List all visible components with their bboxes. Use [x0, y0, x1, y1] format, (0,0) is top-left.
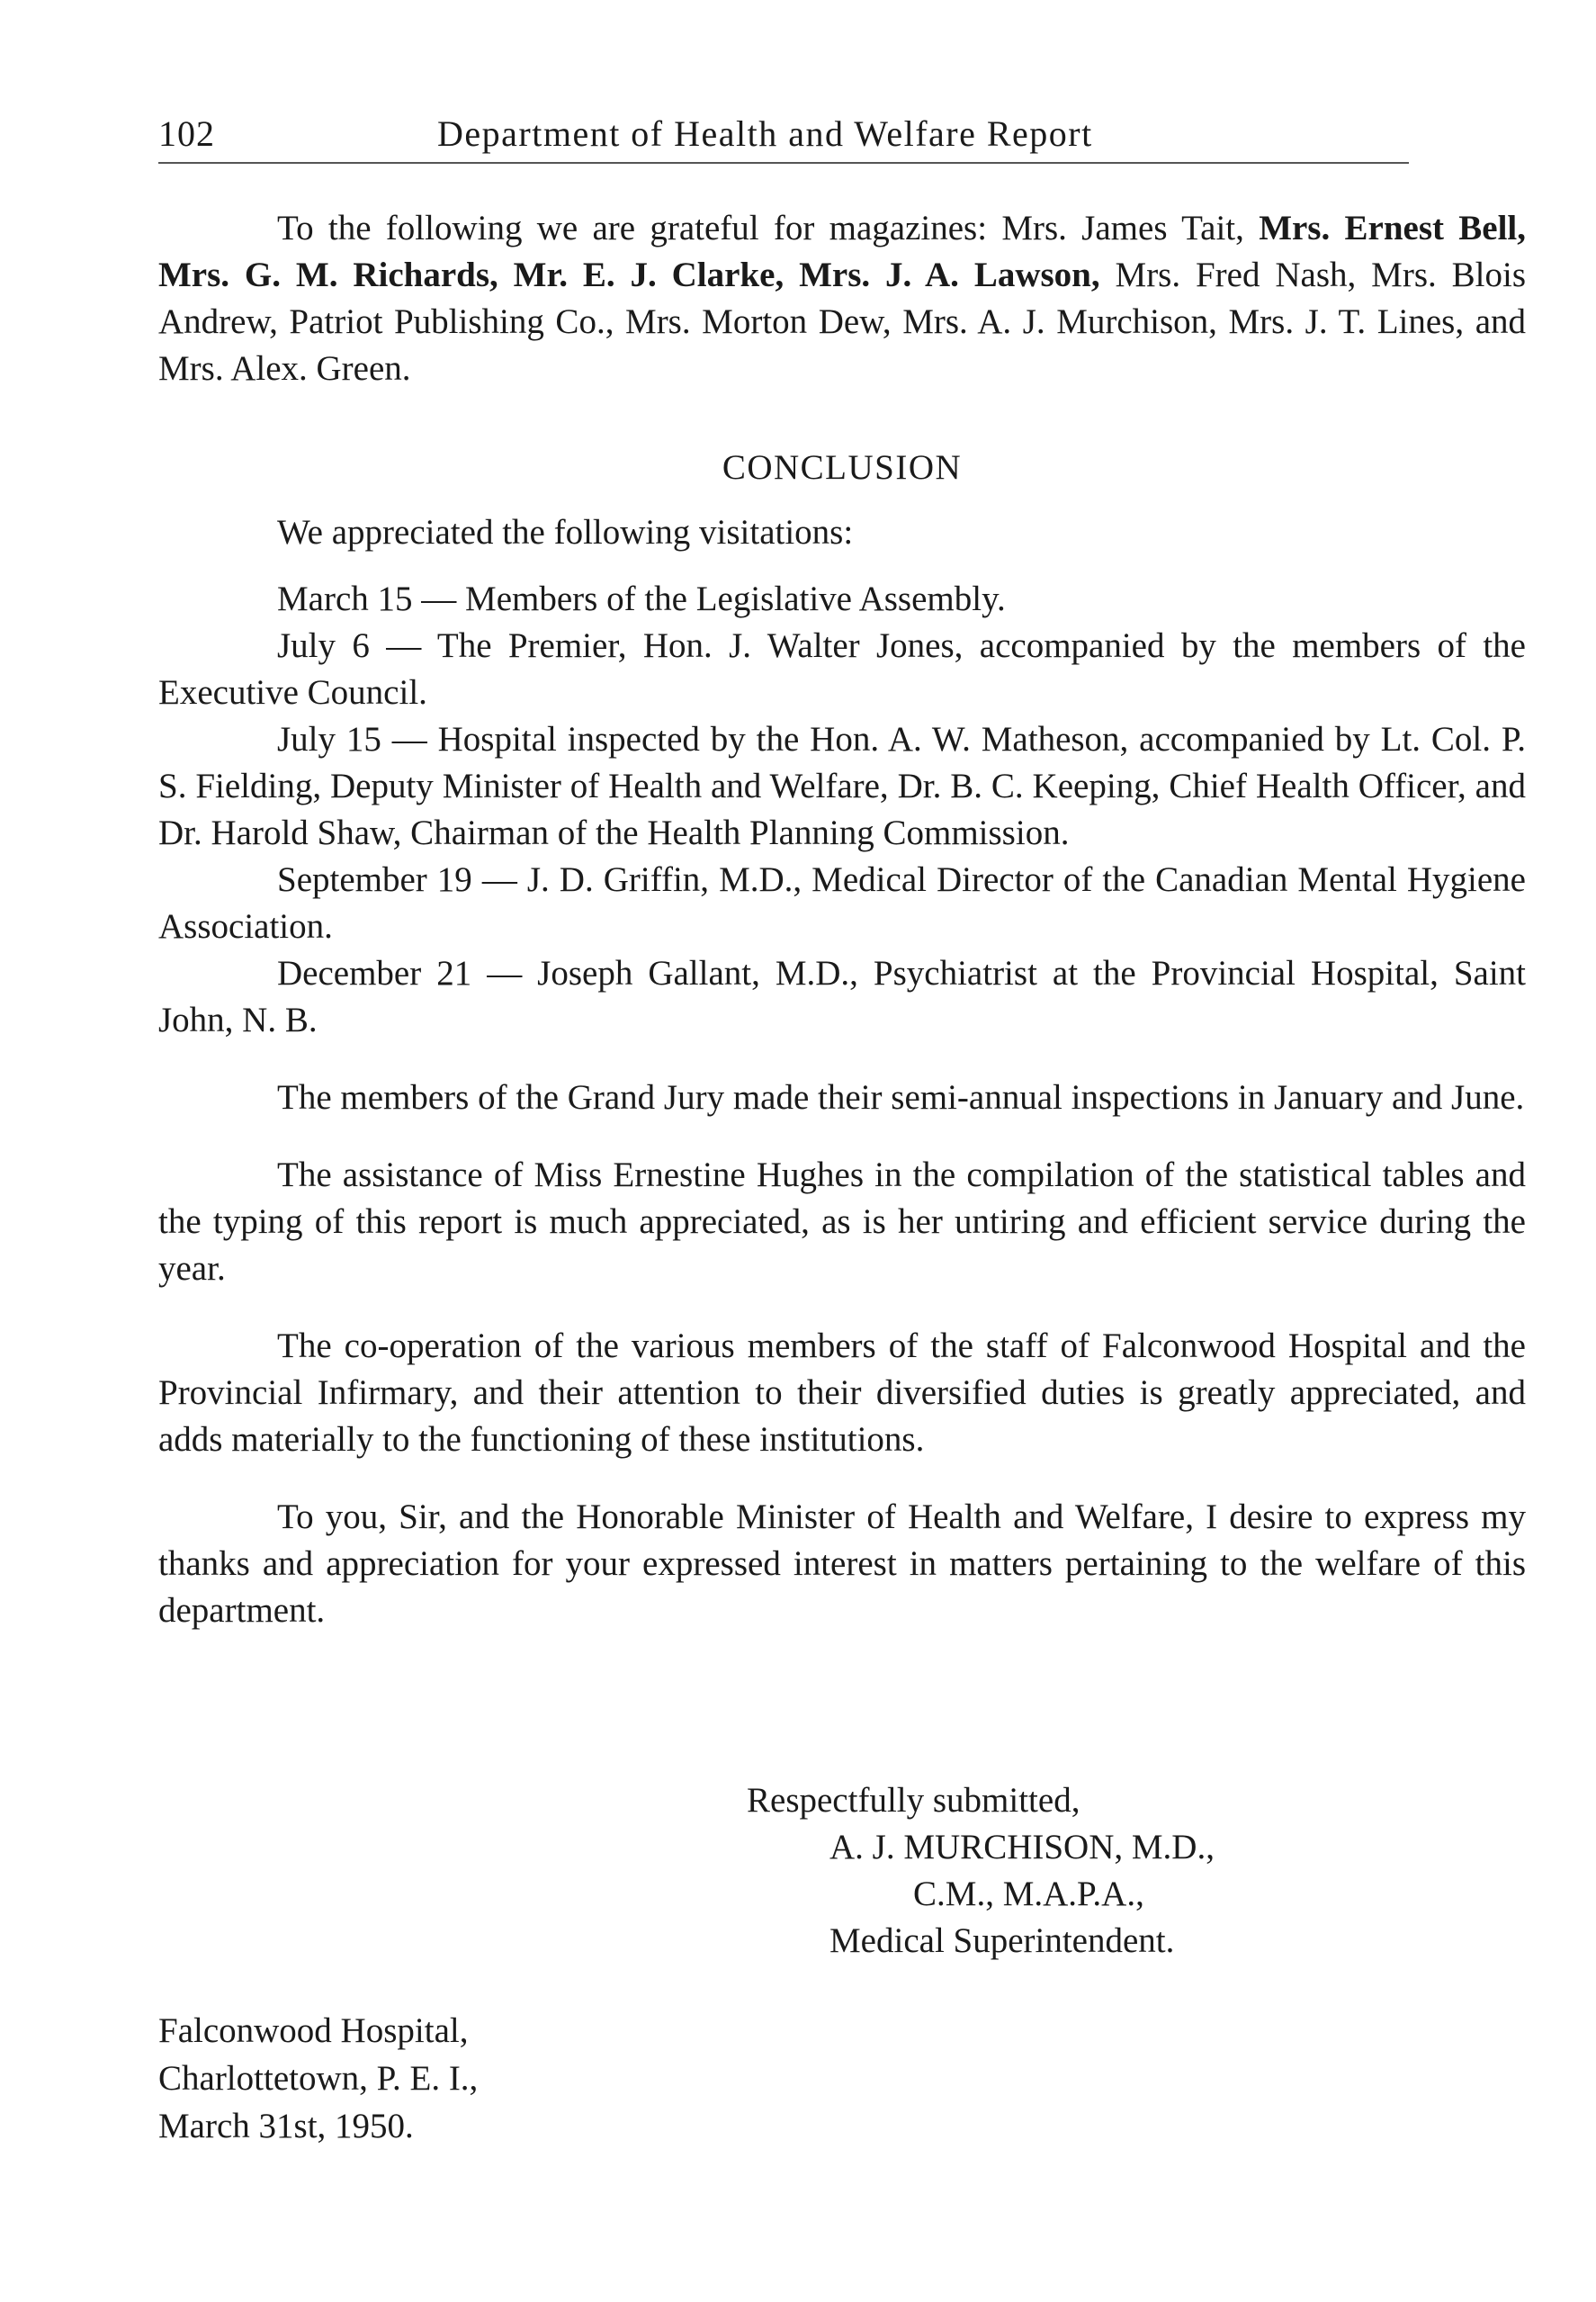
- signature-title: Medical Superintendent.: [829, 1921, 1175, 1960]
- page-header: [158, 112, 1508, 166]
- visit-item: July 15 — Hospital inspected by the Hon. A. W. Matheson, accompanied by Lt. Col. P. S. Fielding, Deputy Minister of Health and Welfare, Dr. B. C. Keeping, Chief Health Officer, and Dr. Harold Shaw, Chairman of the Health Planning Commission.: [158, 720, 1526, 852]
- address-line-1: Falconwood Hospital,: [158, 2011, 469, 2050]
- signature-closing: Respectfully submitted,: [747, 1781, 1080, 1820]
- header-rule: [158, 162, 1409, 164]
- magazines-bold-names: Mrs. Ernest Bell, Mrs. G. M. Richards, Mr. E. J. Clarke, Mrs. J. A. Lawson,: [158, 209, 1527, 294]
- running-title: Department of Health and Welfare Report: [437, 113, 1093, 154]
- magazines-intro: To the following we are grateful for magazines: Mrs. James Tait,: [277, 209, 1244, 247]
- address-date: March 31st, 1950.: [158, 2107, 414, 2145]
- visit-item: March 15 — Members of the Legislative Assembly.: [277, 580, 1006, 618]
- address-block: [158, 2007, 478, 2150]
- signature-name: A. J. MURCHISON, M.D.,: [829, 1828, 1215, 1866]
- address-line-2: Charlottetown, P. E. I.,: [158, 2059, 479, 2098]
- section-title-conclusion: CONCLUSION: [722, 448, 963, 487]
- grand-jury-paragraph: The members of the Grand Jury made their semi-annual inspections in January and June.: [277, 1078, 1525, 1117]
- page-number: 102: [158, 113, 215, 154]
- assistance-paragraph: The assistance of Miss Ernestine Hughes in the compilation of the statistical tables and the typing of this report is much appreciated, as is her untiring and efficient service during the year.: [158, 1155, 1526, 1288]
- signature-credentials: C.M., M.A.P.A.,: [913, 1875, 1144, 1913]
- report-body: [158, 205, 1526, 1634]
- visit-item: September 19 — J. D. Griffin, M.D., Medical Director of the Canadian Mental Hygiene Association.: [158, 860, 1526, 946]
- visit-item: December 21 — Joseph Gallant, M.D., Psychiatrist at the Provincial Hospital, Saint John, N. B.: [158, 954, 1526, 1039]
- visits-intro: We appreciated the following visitations:: [277, 513, 854, 552]
- visit-item: July 6 — The Premier, Hon. J. Walter Jones, accompanied by the members of the Executive Council.: [158, 626, 1526, 712]
- signature-block: [747, 1777, 1466, 1965]
- magazines-paragraph: [158, 205, 1526, 392]
- magazines-rest: Mrs. Fred Nash, Mrs. Blois Andrew, Patriot Publishing Co., Mrs. Morton Dew, Mrs. A. J. Murchison, Mrs. J. T. Lines, and Mrs. Alex. Green.: [158, 256, 1527, 388]
- cooperation-paragraph: The co-operation of the various members of the staff of Falconwood Hospital and the Provincial Infirmary, and their attention to their diversified duties is greatly appreciated, and adds materially to the functioning of these institutions.: [158, 1326, 1526, 1459]
- thanks-paragraph: To you, Sir, and the Honorable Minister of Health and Welfare, I desire to express my thanks and appreciation for your expressed interest in matters pertaining to the welfare of this department.: [158, 1497, 1526, 1630]
